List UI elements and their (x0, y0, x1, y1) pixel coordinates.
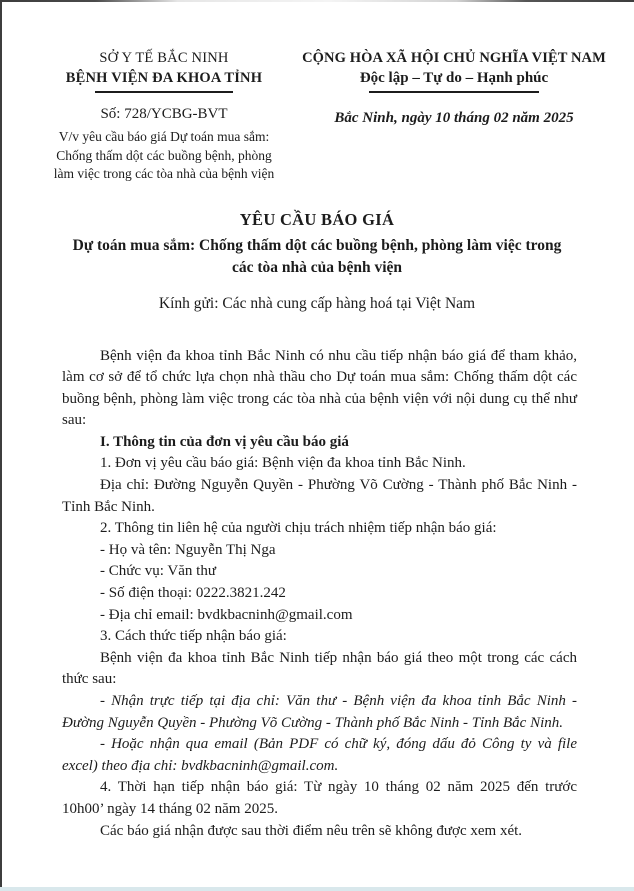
para-contact-email: - Địa chỉ email: bvdkbacninh@gmail.com (100, 606, 353, 623)
para-contact-phone: - Số điện thoại: 0222.3821.242 (100, 585, 286, 602)
motto-underline (369, 91, 539, 93)
national-header-block (288, 50, 620, 184)
para-contact-heading: 2. Thông tin liên hệ của người chịu trách nhiệm tiếp nhận báo giá: (100, 520, 497, 537)
para-reception-email: - Hoặc nhận qua email (Bản PDF có chữ ký, đóng dấu đỏ Công ty và file excel) theo địa chỉ: bvdkbacninh@gmail.com. (62, 736, 577, 774)
document-header (0, 0, 634, 184)
document-subtitle: Dự toán mua sắm: Chống thấm dột các buồng bệnh, phòng làm việc trong các tòa nhà của bệnh viện (72, 236, 562, 276)
document-subject-abstract: V/v yêu cầu báo giá Dự toán mua sắm: Chống thấm dột các buồng bệnh, phòng làm việc trong các tòa nhà của bệnh viện (53, 129, 275, 181)
para-reception-method-heading: 3. Cách thức tiếp nhận báo giá: (100, 628, 287, 645)
document-number: Số: 728/YCBG-BVT (100, 106, 228, 122)
parent-org-name: SỞ Y TẾ BẮC NINH (99, 50, 229, 66)
page-top-edge (0, 0, 634, 2)
para-reception-direct: - Nhận trực tiếp tại địa chỉ: Văn thư - Bệnh viện đa khoa tỉnh Bắc Ninh - Đường Nguyễn Quyền - Phường Võ Cường - Thành phố Bắc Ninh - Tỉnh Bắc Ninh. (62, 693, 577, 731)
title-block (0, 210, 634, 313)
para-contact-name: - Họ và tên: Nguyễn Thị Nga (100, 541, 276, 558)
national-title: CỘNG HÒA XÃ HỘI CHỦ NGHĨA VIỆT NAM (302, 50, 606, 66)
national-motto: Độc lập – Tự do – Hạnh phúc (359, 70, 549, 86)
salutation-line: Kính gửi: Các nhà cung cấp hàng hoá tại Việt Nam (158, 294, 476, 312)
org-name-underline (95, 91, 233, 93)
para-late-notice: Các báo giá nhận được sau thời điểm nêu trên sẽ không được xem xét. (100, 822, 523, 839)
para-reception-method-intro: Bệnh viện đa khoa tỉnh Bắc Ninh tiếp nhận báo giá theo một trong các cách thức sau: (62, 649, 577, 688)
org-name: BỆNH VIỆN ĐA KHOA TỈNH (65, 70, 263, 86)
issuing-org-block (40, 50, 288, 184)
para-deadline: 4. Thời hạn tiếp nhận báo giá: Từ ngày 10 tháng 02 năm 2025 đến trước 10h00’ ngày 14 tháng 02 năm 2025. (62, 779, 577, 817)
para-contact-position: - Chức vụ: Văn thư (100, 563, 216, 580)
document-title: YÊU CẦU BÁO GIÁ (239, 209, 395, 229)
bottom-bar (0, 887, 634, 891)
para-requesting-unit: 1. Đơn vị yêu cầu báo giá: Bệnh viện đa khoa tỉnh Bắc Ninh. (100, 455, 466, 472)
page-left-edge (0, 0, 2, 891)
document-body (62, 346, 577, 843)
place-and-date: Bắc Ninh, ngày 10 tháng 02 năm 2025 (334, 110, 574, 126)
para-intro: Bệnh viện đa khoa tỉnh Bắc Ninh có nhu cầu tiếp nhận báo giá để tham khảo, làm cơ sở để tổ chức lựa chọn nhà thầu cho Dự toán mua sắm: Chống thấm dột các buồng bệnh, phòng làm việc trong các tòa nhà của bệnh viện với nội dung cụ thể như sau: (62, 347, 577, 429)
para-address: Địa chỉ: Đường Nguyễn Quyền - Phường Võ Cường - Thành phố Bắc Ninh - Tỉnh Bắc Ninh. (62, 477, 577, 515)
section-heading-1: I. Thông tin của đơn vị yêu cầu báo giá (100, 433, 349, 450)
